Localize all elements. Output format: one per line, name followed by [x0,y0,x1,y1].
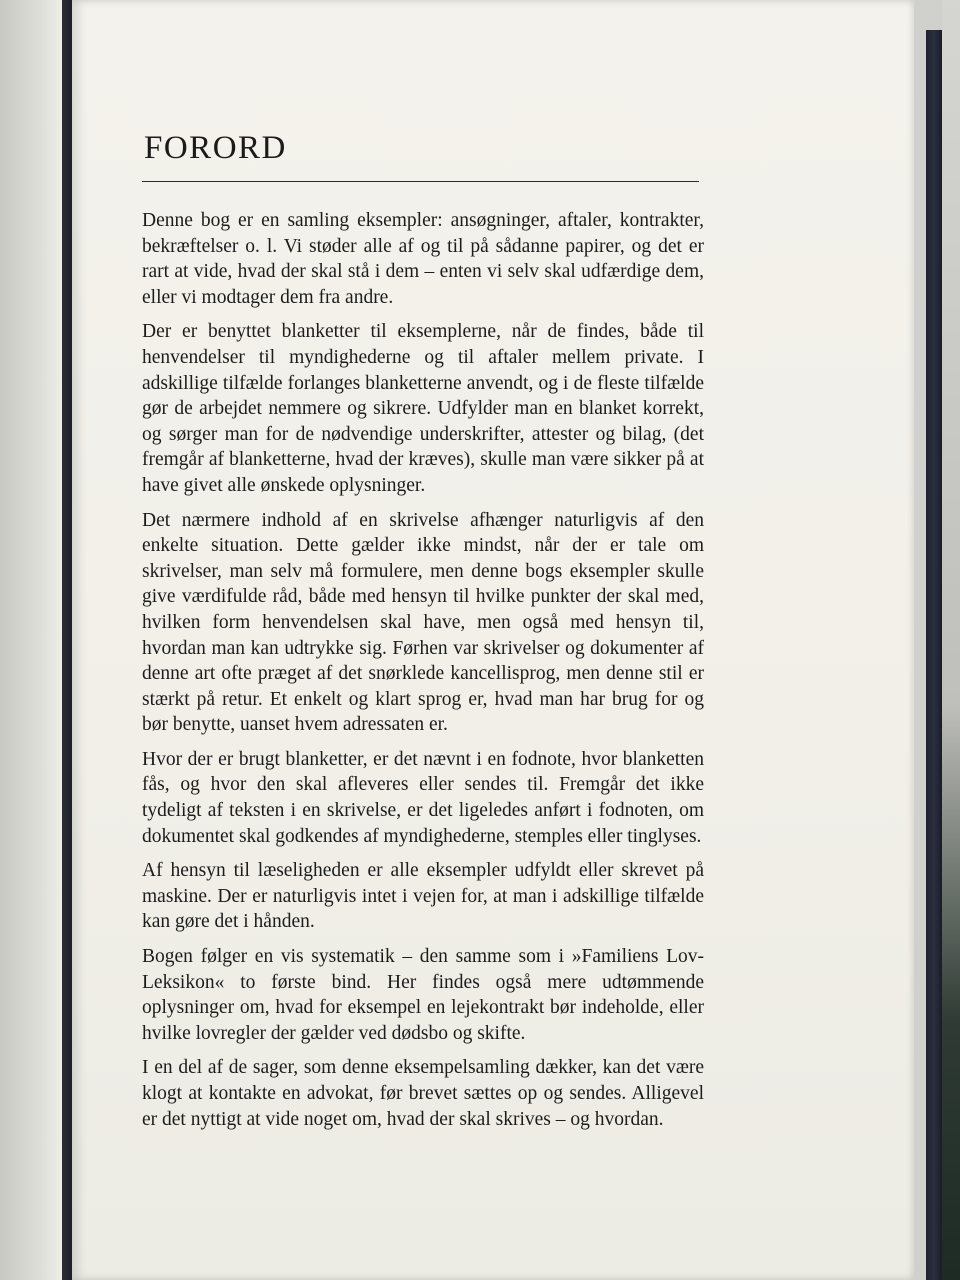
paragraph: Hvor der er brugt blanketter, er det nævnt i en fodnote, hvor blanketten fås, og hvor den skal afleveres eller sendes til. Fremgår det ikke tydeligt af teksten i en skrivelse, er det ligeledes anført i fodnoten, om dokumentet skal godkendes af myndighederne, stemples eller tinglyses. [142,748,704,847]
body-text [142,208,704,1141]
paragraph: Denne bog er en samling eksempler: ansøgninger, aftaler, kontrakter, bekræftelser o. l. Vi støder alle af og til på sådanne papirer, og det er rart at vide, hvad der skal stå i dem – enten vi selv skal udfærdige dem, eller vi modtager dem fra andre. [142,210,704,308]
book-page [72,0,914,1280]
heading-rule [142,181,699,182]
right-background [942,0,960,1280]
paragraph: I en del af de sager, som denne eksempelsamling dækker, kan det være klogt at kontakte en advokat, før brevet sættes op og sendes. Alligevel er det nyttigt at vide noget om, hvad der skal skrives – og hvordan. [142,1057,704,1130]
paragraph: Bogen følger en vis systematik – den samme som i »Familiens Lov-Leksikon« to første bind. Her findes også mere udtømmende oplysninger om, hvad for eksempel en lejekontrakt bør indeholde, eller hvilke lovregler der gælder ved dødsbo og skifte. [142,946,704,1044]
paragraph: Der er benyttet blanketter til eksemplerne, når de findes, både til henvendelser til myndighederne og til aftaler mellem private. I adskillige tilfælde forlanges blanketterne anvendt, og i de fleste tilfælde gør de arbejdet nemmere og sikrere. Udfylder man en blanket korrekt, og sørger man for de nødvendige underskrifter, attester og bilag, (det fremgår af blanketterne, hvad der kræves), skulle man være sikker på at have givet alle ønskede oplysninger. [142,321,704,496]
paragraph: Det nærmere indhold af en skrivelse afhænger naturligvis af den enkelte situation. Dette gælder ikke mindst, når der er tale om skrivelser, man selv må formulere, men denne bogs eksempler skulle give værdifulde råd, både med hensyn til hvilke punkter der skal med, hvilken form henvendelsen skal have, men også med hensyn til, hvordan man kan udtrykke sig. Førhen var skrivelser og dokumenter af denne art ofte præget af det snørklede kancellisprog, men denne stil er stærkt på retur. Et enkelt og klart sprog er, hvad man har brug for og bør benytte, uanset hvem adressaten er. [142,509,704,736]
left-page-strip [0,0,62,1280]
page-heading: FORORD [144,130,287,166]
paragraph: Af hensyn til læseligheden er alle eksempler udfyldt eller skrevet på maskine. Der er naturligvis intet i vejen for, at man i adskillige tilfælde kan gøre det i hånden. [142,860,704,933]
left-cover-edge [62,0,72,1280]
right-cover-edge [926,30,942,1280]
